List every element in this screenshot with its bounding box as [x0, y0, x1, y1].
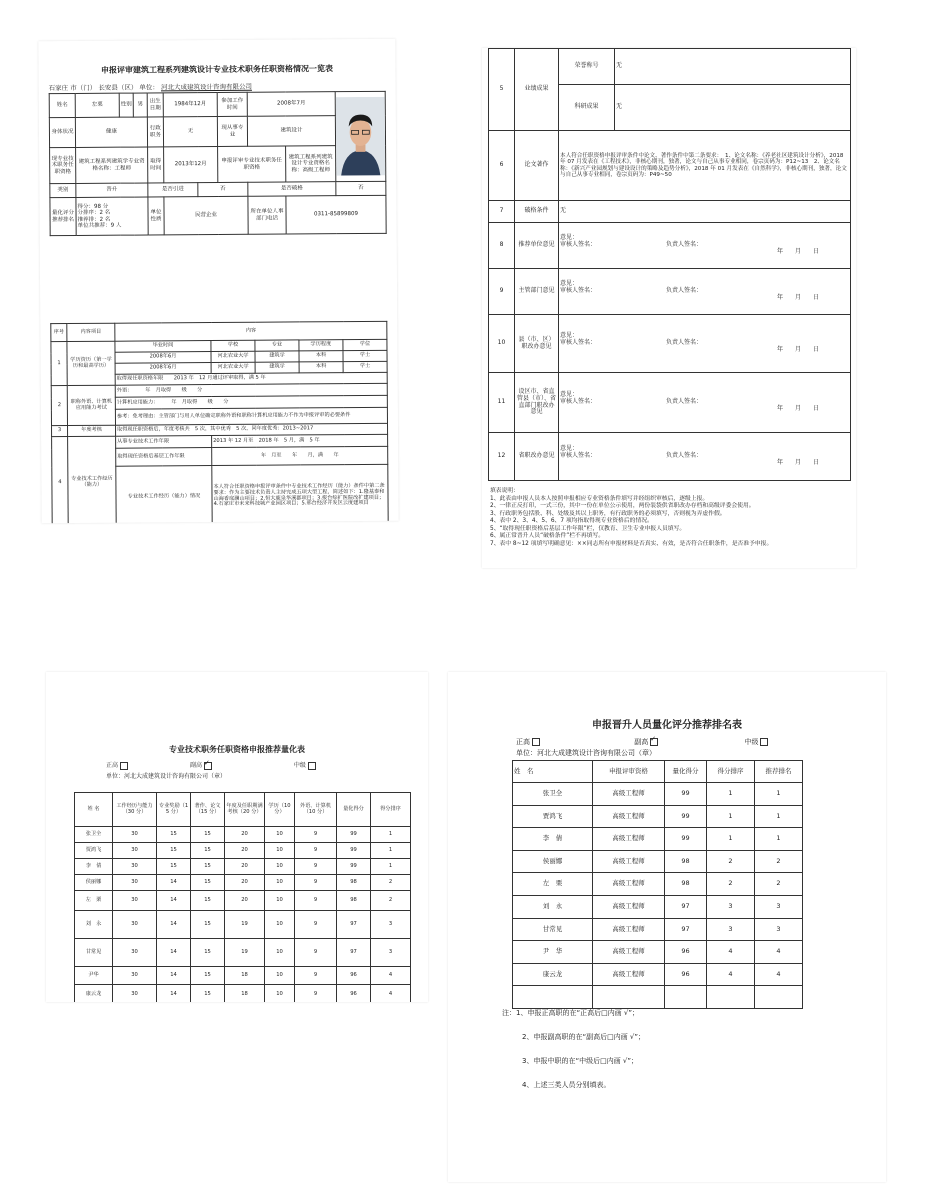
edu-h-school: 学校 [211, 340, 255, 351]
label-gender: 性别 [119, 93, 133, 117]
label-name: 姓名 [49, 93, 75, 117]
level-options: 正高 副高✓ 中级 [106, 760, 316, 770]
supervisor-opinion: 意见： 审核人签名： 负责人签名： 年 月 日 [559, 269, 851, 315]
page-title: 专业技术职务任职资格申报推荐量化表 [169, 745, 305, 754]
value-obtain: 2013年12月 [164, 147, 218, 183]
exp-detail-label: 专业技术工作经历（能力）情况 [116, 466, 212, 524]
edu-h-major: 专业 [255, 340, 299, 351]
label-item: 内容项目 [67, 323, 115, 341]
label-apply: 申报评审专业技术职务任职资格 [218, 146, 286, 182]
exception-label: 破格条件 [515, 201, 559, 223]
exam-exempt: 参考：免考理由：主管部门与用人单位确定职称外语和职称计算机应用能力不作为申报评审的必要条件 [115, 407, 387, 425]
table-row: 甘常见 30 14 15 19 10 9 97 3 [75, 939, 411, 967]
value-introduced: 否 [198, 182, 248, 196]
unit-name: 河北大成建筑设计咨询有限公司 [160, 82, 252, 92]
label-work-start: 参加工作时间 [217, 92, 247, 116]
papers-text: 本人符合任职资格申报评审条件中论文、著作条件中第二条要求： 1、论文名称：《养老社区建筑设计分析》，2018 年 07 月发表在《工程技术》，非核心期刊，独著，论文与自己从事专业相同，卷宗页码为：P12~13 2、论文名称：《新兴产业园规划与建设设计的策略及趋势分析》，2018 年 01 月发表在《自然科学》，非核心期刊，独著，论文与自己从事专业相同，卷宗页码为：P49~50 [559, 131, 851, 201]
recommend-unit-label: 推荐单位意见 [515, 223, 559, 269]
label-major: 现从事专业 [217, 116, 247, 146]
table-row: 侯丽娜 30 14 15 20 10 9 98 2 [75, 875, 411, 891]
col-name: 姓 名 [513, 761, 593, 783]
label-introduced: 是否引进 [148, 183, 198, 197]
col-language: 外语、计算机（10 分） [295, 793, 337, 827]
exam-computer: 计算机应用能力： 年 月取得 级 分 [115, 395, 387, 409]
col-qualification: 申报评审资格 [593, 761, 665, 783]
checkbox-fugao[interactable] [650, 738, 658, 746]
table-row: 张卫全 高级工程师 99 1 1 [513, 783, 803, 806]
city-office-label: 设区市、省直管县（市）、省直部门职改办意见 [515, 373, 559, 433]
papers-label: 论文著作 [515, 131, 559, 201]
label-unit-nature: 单位性质 [148, 197, 164, 235]
value-name: 左栗 [75, 93, 119, 117]
label-quant-rank: 量化评分推荐排名 [50, 197, 76, 235]
achievement-label: 业绩成果 [515, 49, 559, 131]
col-paper: 著作、论文（15 分） [191, 793, 225, 827]
table-row: 刘 永 30 14 15 19 10 9 97 3 [75, 911, 411, 939]
col-score: 量化得分 [665, 761, 707, 783]
qual-years: 取得现任职资格年限 2013 年 12 月通过评审取得，满 5 年 [115, 372, 387, 385]
fill-instructions: 填表说明： 1、此表由申报人员本人按照申报相应专业资格条件填写并经组织审核后，逐级上报。 2、一律正反打印，一式三份，其中一份在单位公示使用，两份装袋供省职改办存档和高级评委会使用。 3、行政职务包括股、科、处级及其以上职务，有行政职务的必须填写，否则视为弄虚作假。 4、表中 2、3、4、5、6、7 项均指取得现专业资格后的情况。 5、“取得现任职资格后基层工作年限”栏，仅教育、卫生专业申报人员填写。 6、属正常晋升人员“破格条件”栏不再填写。 7、表中 8~12 项填写明确意见：××同志所有申报材料是否真实、有效，是否符合任职条件，是否准予申报。 [490, 488, 773, 547]
table-row-empty [513, 986, 803, 1009]
section-heading [40, 311, 397, 313]
honor-value: 无 [615, 49, 851, 85]
honor-label: 荣誉称号 [559, 49, 615, 85]
city-office-opinion: 意见： 审核人签名： 负责人签名： 年 月 日 [559, 373, 851, 433]
value-quant-rank [76, 197, 148, 236]
label-current-qual: 现专业技术职务任职资格 [50, 147, 76, 183]
label-admin: 行政职务 [147, 117, 163, 147]
county-office-opinion: 意见： 审核人签名： 负责人签名： 年 月 日 [559, 315, 851, 373]
checkbox-fugao[interactable] [204, 762, 212, 770]
col-order: 得分排序 [371, 793, 411, 827]
ranking-table [512, 760, 803, 1009]
label-seq: 序号 [51, 324, 67, 342]
value-major: 建筑设计 [247, 116, 335, 147]
page-opinions [482, 48, 856, 568]
recommend-rank: 推荐排：2 名 [77, 216, 111, 223]
value-admin: 无 [163, 117, 217, 147]
table-row: 康云龙 高级工程师 96 4 4 [513, 963, 803, 986]
value-birth: 1984年12月 [163, 93, 217, 117]
value-hr-tel: 0311-85899809 [286, 195, 386, 234]
recommend-unit-opinion: 意见： 审核人签名： 负责人签名： 年 月 日 [559, 223, 851, 269]
opinion-table: 5 业绩成果 荣誉称号 无 科研成果 无 6 论文著作 本人符合任职资格申报评审条件中论文、著作条件中第二条要求： 1、论文名称：《养老社区建筑设计分析》，2018 年 07 月发表在《工程技术》，非核心期刊，独著，论文与自己从事专业相同，卷宗页码为：P12~13 2、论文名称：《新兴产业园规划与建设设计的策略及趋势分析》，2018 年 01 月发表在《自然科学》，非核心期刊，独著，论文与自己从事专业相同，卷宗页码为：P49~50 7 破格条件 无 8 推荐单位意见 意见： 审核人签名： 负责人签名： 年 月 日 9 主管部门意见 意见： 审核人签名： 负责人签名： 年 月 日 10 县（市、区）职改办意见 意见： 审核人签名： 负责人签名： 年 月 日 11 设区市、省直管县（市）、省直部门职改办意见 意见： 审核人签名： 负责人签名： 年 月 日 12 省职改办意见 意见： 审核人签名： 负责人签名： 年 月 日 [488, 48, 851, 481]
value-type: 晋升 [76, 183, 148, 198]
photo [335, 91, 386, 181]
col-score: 量化得分 [337, 793, 371, 827]
edu-h-degree: 学位 [343, 339, 387, 350]
label-exception: 是否破格 [248, 182, 336, 197]
page-application-summary [38, 39, 398, 523]
assess-label: 年度考核 [68, 425, 116, 436]
label-health: 身体状况 [49, 117, 75, 147]
grassroots-value: 年 月至 年 月，满 年 [212, 446, 388, 465]
checkbox-zhenggao[interactable] [120, 762, 128, 770]
checkbox-zhenggao[interactable] [532, 738, 540, 746]
col-name: 姓 名 [75, 793, 113, 827]
research-label: 科研成果 [559, 85, 615, 131]
col-experience: 工作经历与能力（30 分） [113, 793, 157, 827]
label-obtain: 取得时间 [148, 147, 164, 183]
exception-text: 无 [559, 201, 851, 223]
exp-detail-value: 本人符合任职资格申报评审条件中专业技术工作经历（能力）条件中第二条要求：作为主要技术负责人主持完成五项大型工程，简述如下：1.隆基泰和山海香庭澜山项目；2.恒大鹿泉华溪郡项目；3.报台综扩医院改扩建项目；4.石家庄市未来科技城产业园区项目；5.邢台经济开发区云度建项目 [212, 464, 389, 523]
table-row: 贾鸿飞 高级工程师 99 1 1 [513, 805, 803, 828]
table-row: 李 倩 高级工程师 99 1 1 [513, 828, 803, 851]
exp-years-value: 2013 年 12 月至 2018 年 5 月，满 5 年 [212, 434, 388, 447]
province-office-label: 省职改办意见 [515, 433, 559, 481]
table-row: 侯丽娜 高级工程师 98 2 2 [513, 850, 803, 873]
exp-years-label: 从事专业技术工作年限 [116, 436, 212, 449]
supervisor-label: 主管部门意见 [515, 269, 559, 315]
value-health: 健康 [75, 117, 147, 148]
table-row: 刘 永 高级工程师 97 3 3 [513, 895, 803, 918]
col-rank: 推荐排名 [755, 761, 803, 783]
page-quant-table [46, 672, 428, 1002]
unit-line: 单位：河北大成建筑设计咨询有限公司（章） [516, 749, 656, 757]
grassroots-label: 取得现任资格后基层工作年限 [116, 448, 212, 467]
checkbox-zhongji[interactable] [760, 738, 768, 746]
city-unit: 市（门） [70, 83, 97, 93]
col-education: 学历（10 分） [265, 793, 295, 827]
page-title: 申报晋升人员量化评分推荐排名表 [592, 720, 742, 731]
table-row: 李 倩 30 15 15 20 10 9 99 1 [75, 859, 411, 875]
value-gender: 男 [133, 93, 147, 117]
province-office-opinion: 意见： 审核人签名： 负责人签名： 年 月 日 [559, 433, 851, 481]
score: 得分：98 分 [77, 203, 109, 210]
quant-score-table [74, 792, 411, 1002]
assess-text: 取得现任职资格后，年度考核共 5 次，其中优秀 5 次，同年度优秀：2013~2017 [116, 423, 388, 436]
value-apply: 建筑工程系列建筑设计专业资格名称：高级工程师 [286, 146, 336, 182]
label-type: 类别 [50, 183, 76, 197]
table-row: 贾鸿飞 30 15 15 20 10 9 99 1 [75, 843, 411, 859]
unit-line [49, 82, 252, 92]
label-content: 内容 [115, 321, 387, 341]
table-row: 尹 华 高级工程师 96 4 4 [513, 941, 803, 964]
recommend-count: 单位共推荐：9 人 [77, 222, 122, 229]
table-row: 尹华 30 14 15 18 10 9 96 4 [75, 967, 411, 985]
edu-label: 学历资历（第一学历和最高学历） [67, 341, 115, 385]
edu-h-time: 毕业时间 [115, 341, 211, 353]
table-row: 甘常见 高级工程师 97 3 3 [513, 918, 803, 941]
checkbox-zhongji[interactable] [308, 762, 316, 770]
county: 长安县（区） [98, 83, 138, 92]
conditions-table: 序号 内容项目 内容 1 学历资历（第一学历和最高学历） 毕业时间 学校 专业 学历程度 学位 2008年6月 河北农业大学 建筑学 本科 学士 2008年6月 河北农业大学 建筑学 本科 学士 取得现任职资格年限 2013 年 12 月通过评审取得，满 5 年 2 职称外语、计算机应用能力考试 外语： 年 月取得 级 分 计算机应用能力： 年 月取得 级 分 参考：免考理由：主管部门与用人单位确定职称外语和职称计算机应用能力不作为申报评审的必要条件 3 年度考核 取得现任职资格后，年度考核共 5 次，其中优秀 5 次，同年度优秀：2013~2017 4 专业技术工作经历（能力） 从事专业技术工作年限 2013 年 12 月至 2018 年 5 月，满 5 年 取得现任资格后基层工作年限 年 月至 年 月，满 年 专业技术工作经历（能力）情况 本人符合任职资格申报评审条件中专业技术工作经历（能力）条件中第二条要求：作为主要技术负责人主持完成五项大型工程，简述如下：1.隆基泰和山海香庭澜山项目；2.恒大鹿泉华溪郡项目；3.报台综扩医院改扩建项目；4.石家庄市未来科技城产业园区项目；5.邢台经济开发区云度建项目 [50, 321, 389, 523]
table-row: 康云龙 30 14 15 18 10 9 96 4 [75, 985, 411, 1003]
value-exception: 否 [336, 181, 386, 195]
level-options: 正高 副高✓ 中级 [516, 737, 768, 747]
value-unit-nature: 民营企业 [164, 196, 248, 235]
exam-label: 职称外语、计算机应用能力考试 [67, 385, 115, 425]
city: 石家庄 [48, 84, 69, 93]
page-ranking-table: 申报晋升人员量化评分推荐排名表 正高 副高✓ 中级 单位：河北大成建筑设计咨询有限公司（章） 姓 名 申报评审资格 量化得分 得分排序 推荐排名 张卫全 高级工程师 99 1 1 贾鸿飞 高级工程师 99 1 1 李 倩 高级工程师 99 1 1 侯丽娜 高级工程师 98 2 2 左 栗 高级工程师 98 2 2 刘 永 高级工程师 97 3 3 甘常见 高级工程师 97 3 3 尹 华 高级工程师 96 4 4 康云龙 高级工程师 96 4 4 注：1、申报正高职的在“正高后□内画 √”； 2、申报副高职的在“副高后□内画 √”； 3、申报中职的在“中级后□内画 √”； 4、上述三类人员分别填表。 [448, 672, 886, 1182]
portrait-photo [336, 97, 386, 176]
table-row: 左 栗 30 14 15 20 10 9 98 2 [75, 891, 411, 911]
unit-label: 单位： [139, 83, 159, 92]
research-value: 无 [615, 85, 851, 131]
table-row: 左 栗 高级工程师 98 2 2 [513, 873, 803, 896]
col-award: 专业奖励（15 分） [157, 793, 191, 827]
col-assessment: 年度及任职期满考核（20 分） [225, 793, 265, 827]
value-work-start: 2008年7月 [247, 92, 335, 117]
edu-h-level: 学历程度 [299, 340, 343, 351]
page-title: 申报评审建筑工程系列建筑设计专业技术职务任职资格情况一览表 [100, 64, 334, 75]
value-current-qual: 建筑工程系列建筑学专业资格名称：工程师 [76, 147, 148, 184]
table-row: 张卫全 30 15 15 20 10 9 99 1 [75, 827, 411, 843]
experience-label: 专业技术工作经历（能力） [68, 436, 117, 523]
basic-info-table [49, 91, 387, 236]
label-birth: 出生日期 [147, 93, 163, 117]
col-order: 得分排序 [707, 761, 755, 783]
exam-foreign: 外语： 年 月取得 级 分 [115, 383, 387, 397]
score-order: 分排序：2 名 [77, 209, 111, 217]
county-office-label: 县（市、区）职改办意见 [515, 315, 559, 373]
unit-line: 单位：河北大成建筑设计咨询有限公司（章） [106, 773, 227, 780]
label-hr-tel: 所在单位人事部门电话 [248, 196, 286, 234]
